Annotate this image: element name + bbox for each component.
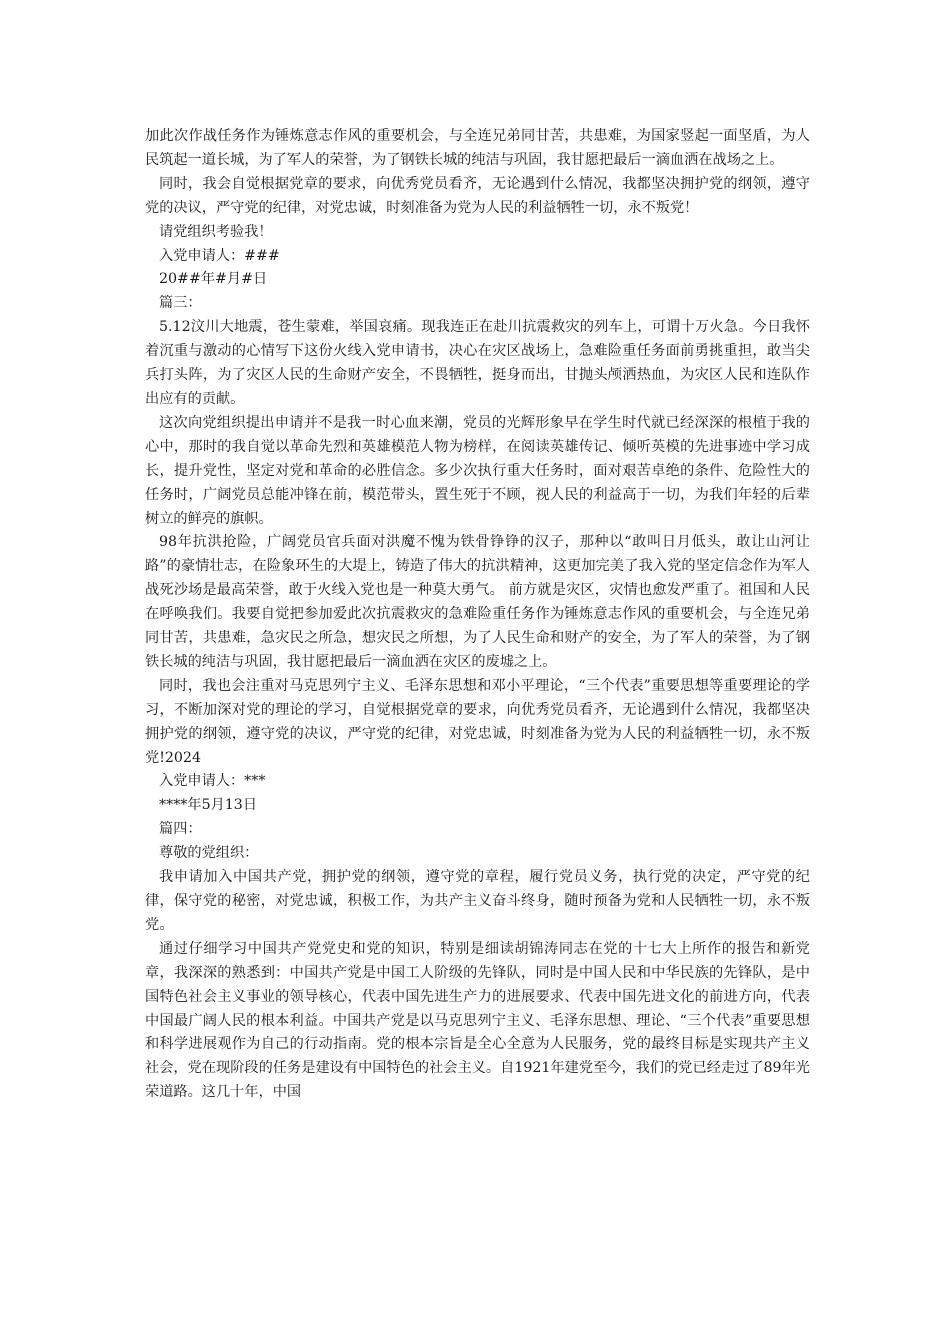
paragraph-motivation: 这次向党组织提出申请并不是我一时心血来潮，党员的光辉形象早在学生时代就已经深深的根植于我的心中，那时的我自觉以革命先烈和英雄模范人物为榜样，在阅读英雄传记、倾听英模的先进事迹中学习成长，提升党性，坚定对党和革命的必胜信念。多少次执行重大任务时，面对艰苦卓绝的条件、危险性大的任务时，广阔党员总能冲锋在前，模范带头，置生死于不顾，视人民的利益高于一切，为我们年轻的后辈树立的鲜亮的旗帜。 (145, 414, 810, 527)
closing-request: 请党组织考验我！ (159, 223, 273, 240)
paragraph-earthquake: 5.12汶川大地震，苍生蒙难，举国哀痛。现我连正在赴川抗震救灾的列车上，可谓十万火急。今日我怀着沉重与激动的心情写下这份火线入党申请书，决心在灾区战场上，急难险重任务面前勇挑重担，敢当尖兵打头阵，为了灾区人民的生命财产安全，不畏牺牲，挺身而出，甘抛头颅洒热血，为灾区人民和连队作出应有的贡献。 (145, 319, 810, 407)
paragraph-understanding: 通过仔细学习中国共产党党史和党的知识，特别是细读胡锦涛同志在党的十七大上所作的报告和新党章，我深深的熟悉到：中国共产党是中国工人阶级的先锋队，同时是中国人民和中华民族的先锋队，是中国特色社会主义事业的领导核心，代表中国先进生产力的进展要求、代表中国先进文化的前进方向，代表中国最广阔人民的根本利益。中国共产党是以马克思列宁主义、毛泽东思想、理论、“三个代表”重要思想和科学进展观作为自己的行动指南。党的根本宗旨是全心全意为人民服务，党的最终目标是实现共产主义社会，党在现阶段的任务是建设有中国特色的社会主义。自1921年建党至今，我们的党已经走过了89年光荣道路。这几十年，中国 (145, 940, 810, 1101)
paragraph-flood: 98年抗洪抢险，广阔党员官兵面对洪魔不愧为铁骨铮铮的汉子，那种以“敢叫日月低头，敢让山河让路”的豪情壮志，在险象环生的大堤上，铸造了伟大的抗洪精神，这更加完美了我入党的坚定信念作为军人战死沙场是最高荣誉，敢于火线入党也是一种莫大勇气。 前方就是灾区，灾情也愈发严重了。祖国和人民在呼唤我们。我要自觉把参加爱此次抗震救灾的急难险重任务作为锤炼意志作风的重要机会，与全连兄弟同甘苦，共患难，急灾民之所急，想灾民之所想，为了人民生命和财产的安全，为了军人的荣誉，为了钢铁长城的纯洁与巩固，我甘愿把最后一滴血洒在灾区的废墟之上。 (145, 534, 810, 670)
section-heading-four: 篇四： (159, 821, 202, 838)
signature-date: 20##年#月#日 (159, 271, 268, 288)
paragraph-application: 我申请加入中国共产党，拥护党的纲领，遵守党的章程，履行党员义务，执行党的决定，严守党的纪律，保守党的秘密，对党忠诚，积极工作，为共产主义奋斗终身，随时预备为党和人民牺牲一切，永不叛党。 (145, 869, 810, 933)
applicant-signature-2: 入党申请人：*** (159, 773, 266, 790)
paragraph-theory: 同时，我也会注重对马克思列宁主义、毛泽东思想和邓小平理论，“三个代表”重要思想等重要理论的学习，不断加深对党的理论的学习，自觉根据党章的要求，向优秀党员看齐，无论遇到什么情况，我都坚决拥护党的纲领，遵守党的决议，严守党的纪律，对党忠诚，时刻准备为党为人民的利益牺牲一切，永不叛党!2024 (145, 677, 810, 766)
applicant-signature: 入党申请人：### (159, 247, 280, 264)
salutation: 尊敬的党组织： (159, 845, 259, 862)
paragraph-pledge: 同时，我会自觉根据党章的要求，向优秀党员看齐，无论遇到什么情况，我都坚决拥护党的纲领，遵守党的决议，严守党的纪律，对党忠诚，时刻准备为党为人民的利益牺牲一切，永不叛党！ (145, 175, 810, 216)
signature-date-2: ****年5月13日 (159, 797, 258, 814)
paragraph-continuation: 加此次作战任务作为锤炼意志作风的重要机会，与全连兄弟同甘苦，共患难，为国家竖起一面坚盾，为人民筑起一道长城，为了军人的荣誉，为了钢铁长城的纯洁与巩固，我甘愿把最后一滴血洒在战场之上。 (145, 128, 810, 168)
section-heading-three: 篇三： (159, 295, 202, 312)
document-body (145, 125, 810, 1105)
